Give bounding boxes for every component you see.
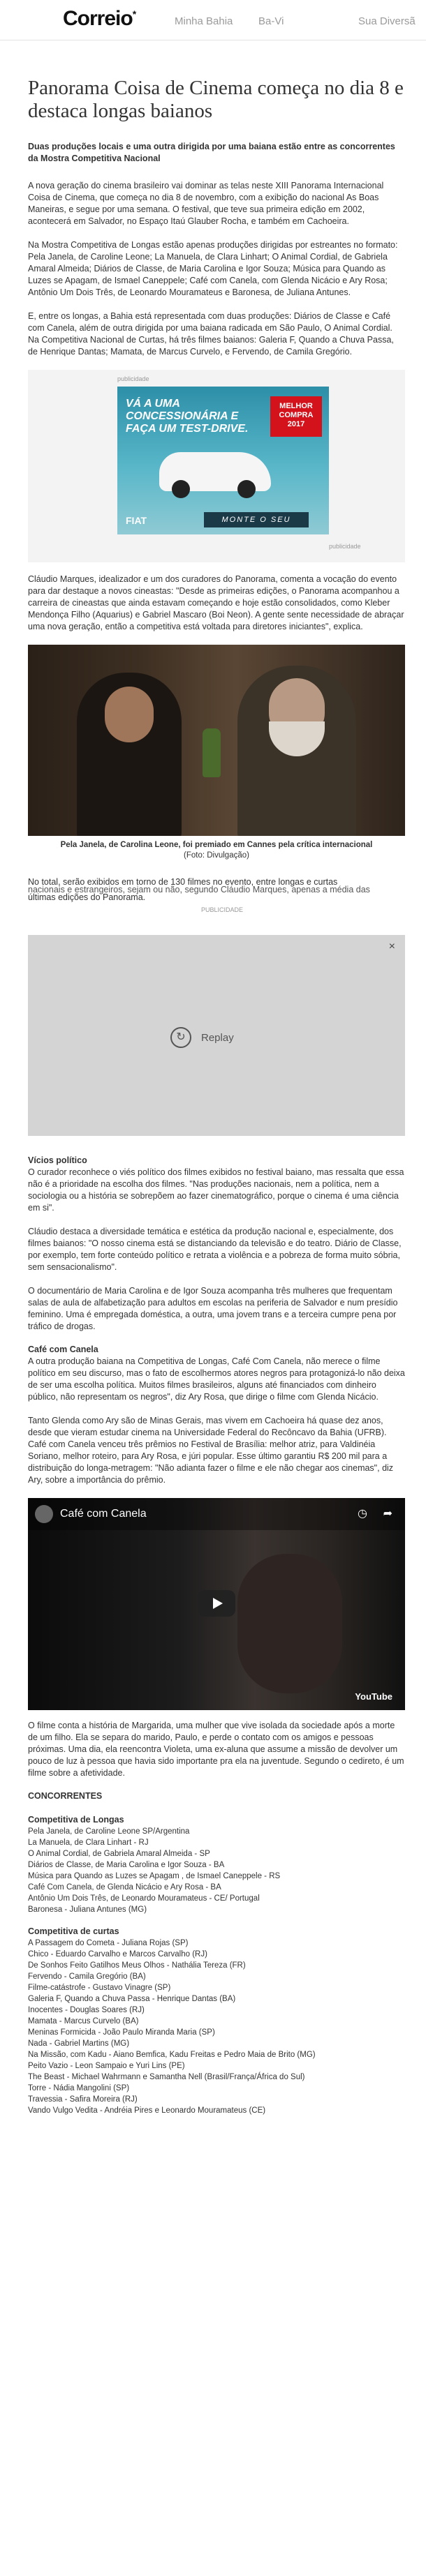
photo-woman <box>77 673 182 836</box>
section-heading: Vícios político <box>28 1155 87 1165</box>
list-item: De Sonhos Feito Gatilhos Meus Olhos - Nathália Tereza (FR) <box>28 1961 246 1970</box>
logo-text: Correio <box>63 7 133 30</box>
list-item: Meninas Formicida - João Paulo Miranda Maria (SP) <box>28 2028 215 2037</box>
list-item: Antônio Um Dois Três, de Leonardo Mouramateus - CE/ Portugal <box>28 1894 260 1903</box>
list-item: Vando Vulgo Vedita - Andréia Pires e Leonardo Mouramateus (CE) <box>28 2106 266 2115</box>
top-navigation-bar <box>0 0 426 40</box>
list-item: Pela Janela, de Caroline Leone SP/Argentina <box>28 1827 190 1836</box>
longas-heading: Competitiva de Longas <box>28 1815 124 1825</box>
paragraph: Tanto Glenda como Ary são de Minas Gerais, mas vivem em Cachoeira há quase dez anos, desde que vieram estudar cinema na Universidade Federal do Recôncavo da Bahia (UFRB). Café com Canela venceu três prêmios no Festival de Brasília: melhor atriz, para Valdinéia Soriano, melhor roteiro, para Ary Rosa, e júri popular. Esse último garantiu R$ 200 mil para a distribuição do longa-metragem: "Não adianta fazer o filme e ele não chegar aos cinemas", diz Ary, sobre a importância do prêmio. <box>28 1416 394 1485</box>
article-photo <box>28 645 405 836</box>
photo-bottle <box>203 728 221 777</box>
list-item: Peito Vazio - Leon Sampaio e Yuri Lins (PE) <box>28 2062 185 2070</box>
list-item: Música para Quando as Luzes se Apagam , de Ismael Caneppele - RS <box>28 1872 281 1880</box>
paragraph: A outra produção baiana na Competitiva de Longas, Café Com Canela, não merece o filme político em seu discurso, mas o fato de escolhermos atores negros para protagonizá-lo não deixa de ser uma escolha política. Muitos filmes brasileiros, alguns até financiados com dinheiro público, não representam os negros", diz Ary Rosa, que dirige o filme com Glenda Nicácio. <box>28 1356 405 1402</box>
car-image <box>159 452 271 491</box>
replay-label: Replay <box>201 1032 234 1044</box>
ad-award-badge: MELHOR COMPRA 2017 <box>270 396 322 437</box>
article-title: Panorama Coisa de Cinema começa no dia 8 e destaca longas baianos <box>28 77 404 122</box>
video-ad-label: PUBLICIDADE <box>201 906 244 913</box>
list-item: Diários de Classe, de Maria Carolina e Igor Souza - BA <box>28 1861 225 1869</box>
nav-link-minha-bahia[interactable]: Minha Bahia <box>175 15 233 27</box>
overlap-line: últimas edições do Panorama. <box>28 892 146 902</box>
ad-cta-button[interactable]: MONTE O SEU <box>204 512 309 527</box>
list-item: Café Com Canela, de Glenda Nicácio e Ary Rosa - BA <box>28 1883 221 1892</box>
list-item: The Beast - Michael Wahrmann e Samantha Nell (Brasil/França/África do Sul) <box>28 2073 305 2081</box>
display-ad <box>28 370 405 562</box>
paragraph: A nova geração do cinema brasileiro vai dominar as telas neste XIII Panorama Internacional Coisa de Cinema, que começa no dia 8 de novembro, com a exibição do nacional As Boas Maneiras, e segue por uma semana. O festival, que teve sua primeira edição em 2002, acontecerá em Salvador, no Espaço Itaú Glauber Rocha, e também em Cachoeira. <box>28 181 384 226</box>
photo-caption <box>28 840 405 861</box>
paragraph: E, entre os longas, a Bahia está representada com duas produções: Diários de Classe e Café com Canela, além de outra dirigida por uma baiana radicada em São Paulo, O Animal Cordial. Na Competitiva Nacional de Curtas, há três filmes baianos: Galeria F, Quando a Chuva Passa, de Henrique Dantas; Mamata, de Marcus Curvelo, e Fervendo, de Camila Gregório. <box>28 311 394 357</box>
list-item: A Passagem do Cometa - Juliana Rojas (SP) <box>28 1939 189 1947</box>
paragraph: Cláudio destaca a diversidade temática e estética da produção nacional e, especialmente, dos filmes baianos: "O nosso cinema está se distanciando da televisão e do teatro. Diário de Classe, por exemplo, tem forte conteúdo político e retrata a violência e a pobreza de forma muito sóbria, sem sensacionalismo". <box>28 1227 402 1272</box>
list-item: Mamata - Marcus Curvelo (BA) <box>28 2017 139 2025</box>
nav-link-sua-diversao[interactable]: Sua Diversã <box>358 15 416 27</box>
list-item: Travessia - Safira Moreira (RJ) <box>28 2095 138 2104</box>
list-item: La Manuela, de Clara Linhart - RJ <box>28 1839 149 1847</box>
youtube-video-title[interactable]: Café com Canela <box>60 1508 147 1520</box>
overlap-line: No total, serão exibidos em torno de 130 filmes no evento, entre longas e curtas <box>28 877 338 887</box>
caption-text: Pela Janela, de Carolina Leone, foi premiado em Cannes pela crítica internacional <box>60 841 373 849</box>
list-item: O Animal Cordial, de Gabriela Amaral Almeida - SP <box>28 1850 210 1858</box>
list-item: Inocentes - Douglas Soares (RJ) <box>28 2006 145 2014</box>
paragraph: O documentário de Maria Carolina e de Igor Souza acompanha três mulheres que frequentam salas de aula de alfabetização para adultos em escolas na periferia de Salvador e num presídio feminino. Uma é empregada doméstica, a outra, uma jovem trans e a terceira cumpre pena por tráfico de drogas. <box>28 1286 398 1331</box>
list-item: Na Missão, com Kadu - Aiano Bemfica, Kadu Freitas e Pedro Maia de Brito (MG) <box>28 2051 316 2059</box>
paragraph: O filme conta a história de Margarida, uma mulher que vive isolada da sociedade após a morte de um filho. Ela se separa do marido, Paulo, e perde o contato com os amigos e pessoas próximas. Uma dia, ela reencontra Violeta, uma ex-aluna que assume a missão de devolver um pouco de luz à pessoa que havia sido importante pra ela na juventude. Segundo o cedireto, é um filme sobre a afetividade. <box>28 1721 404 1778</box>
longas-list <box>28 1826 405 1915</box>
list-item: Torre - Nádia Mangolini (SP) <box>28 2084 130 2092</box>
thumbnail-figure <box>237 1554 342 1693</box>
curtas-heading: Competitiva de curtas <box>28 1926 119 1936</box>
list-item: Fervendo - Camila Gregório (BA) <box>28 1972 146 1981</box>
photo-credit: (Foto: Divulgação) <box>184 851 249 860</box>
ad-label-bottom: publicidade <box>329 543 361 550</box>
photo-man <box>237 666 356 836</box>
list-item: Galeria F, Quando a Chuva Passa - Henrique Dantas (BA) <box>28 1995 236 2003</box>
youtube-logo[interactable]: YouTube <box>355 1691 392 1702</box>
youtube-embed[interactable] <box>28 1498 405 1710</box>
concorrentes-heading: CONCORRENTES <box>28 1791 103 1801</box>
article-lead: Duas produções locais e uma outra dirigida por uma baiana estão entre as concorrentes da Mostra Competitiva Nacional <box>28 142 395 163</box>
nav-link-ba-vi[interactable]: Ba-Vi <box>258 15 284 27</box>
correio-logo[interactable] <box>63 7 135 31</box>
curtas-list <box>28 1938 405 2116</box>
paragraph-overlapped <box>28 876 405 913</box>
close-icon[interactable]: × <box>388 941 395 952</box>
replay-button[interactable] <box>170 1024 261 1052</box>
ad-headline: VÁ A UMA CONCESSIONÁRIA E FAÇA UM TEST-DRIVE. <box>126 398 249 435</box>
list-item: Filme-catástrofe - Gustavo Vinagre (SP) <box>28 1984 171 1992</box>
list-item: Nada - Gabriel Martins (MG) <box>28 2039 130 2048</box>
replay-icon: ↻ <box>170 1027 191 1048</box>
logo-star-icon: * <box>132 8 136 20</box>
share-icon[interactable]: ➦ <box>383 1508 392 1520</box>
section-heading: Café com Canela <box>28 1345 98 1354</box>
paragraph: Na Mostra Competitiva de Longas estão apenas produções dirigidas por estreantes no formato: Pela Janela, de Caroline Leone; La Manuela, de Clara Linhart; O Animal Cordial, de Gabriela Amaral Almeida; Diários de Classe, de Maria Carolina e Igor Souza; Música para Quando as Luzes se Apagam, de Ismael Caneppele; Café com Canela, com Glenda Nicácio e Ary Rosa; Antônio Um Dois Três, de Leonardo Mouramateus e Baronesa, de Juliana Antunes. <box>28 240 398 297</box>
ad-label-top: publicidade <box>117 375 149 382</box>
video-ad-player[interactable] <box>28 935 405 1136</box>
list-item: Chico - Eduardo Carvalho e Marcos Carvalho (RJ) <box>28 1950 207 1959</box>
video-ad <box>28 915 405 1139</box>
paragraph: Cláudio Marques, idealizador e um dos curadores do Panorama, comenta a vocação do evento para dar destaque a novos cineastas: "Desde as primeiras edições, o Panorama acompanhou a carreira de cineastas que ainda estavam começando e hoje estão consolidados, como Kleber Mendonça Filho (Aquarius) e Gabriel Mascaro (Boi Neon). A gente sente necessidade de abraçar uma nova geração, então a competitiva está voltada para diretores iniciantes", explica. <box>28 574 404 631</box>
watch-later-icon[interactable]: ◷ <box>358 1508 367 1520</box>
list-item: Baronesa - Juliana Antunes (MG) <box>28 1905 147 1914</box>
article-body <box>28 77 405 2127</box>
channel-avatar[interactable] <box>35 1505 53 1523</box>
fiat-brand: FIAT <box>126 515 147 526</box>
paragraph: O curador reconhece o viés político dos filmes exibidos no festival baiano, mas ressalta que essa não é a prioridade na escolha dos filmes. "Nas produções nacionais, nem a política, nem a sociologia ou a história se sobrepõem ao fazer cinematográfico, porque o cinema é uma ciência em si". <box>28 1167 404 1213</box>
overlap-line: nacionais e estrangeiros, sejam ou não, segundo Cláudio Marques, apenas a média das <box>28 885 370 894</box>
fiat-ad-banner[interactable] <box>117 387 329 534</box>
play-button-icon[interactable] <box>198 1590 235 1617</box>
